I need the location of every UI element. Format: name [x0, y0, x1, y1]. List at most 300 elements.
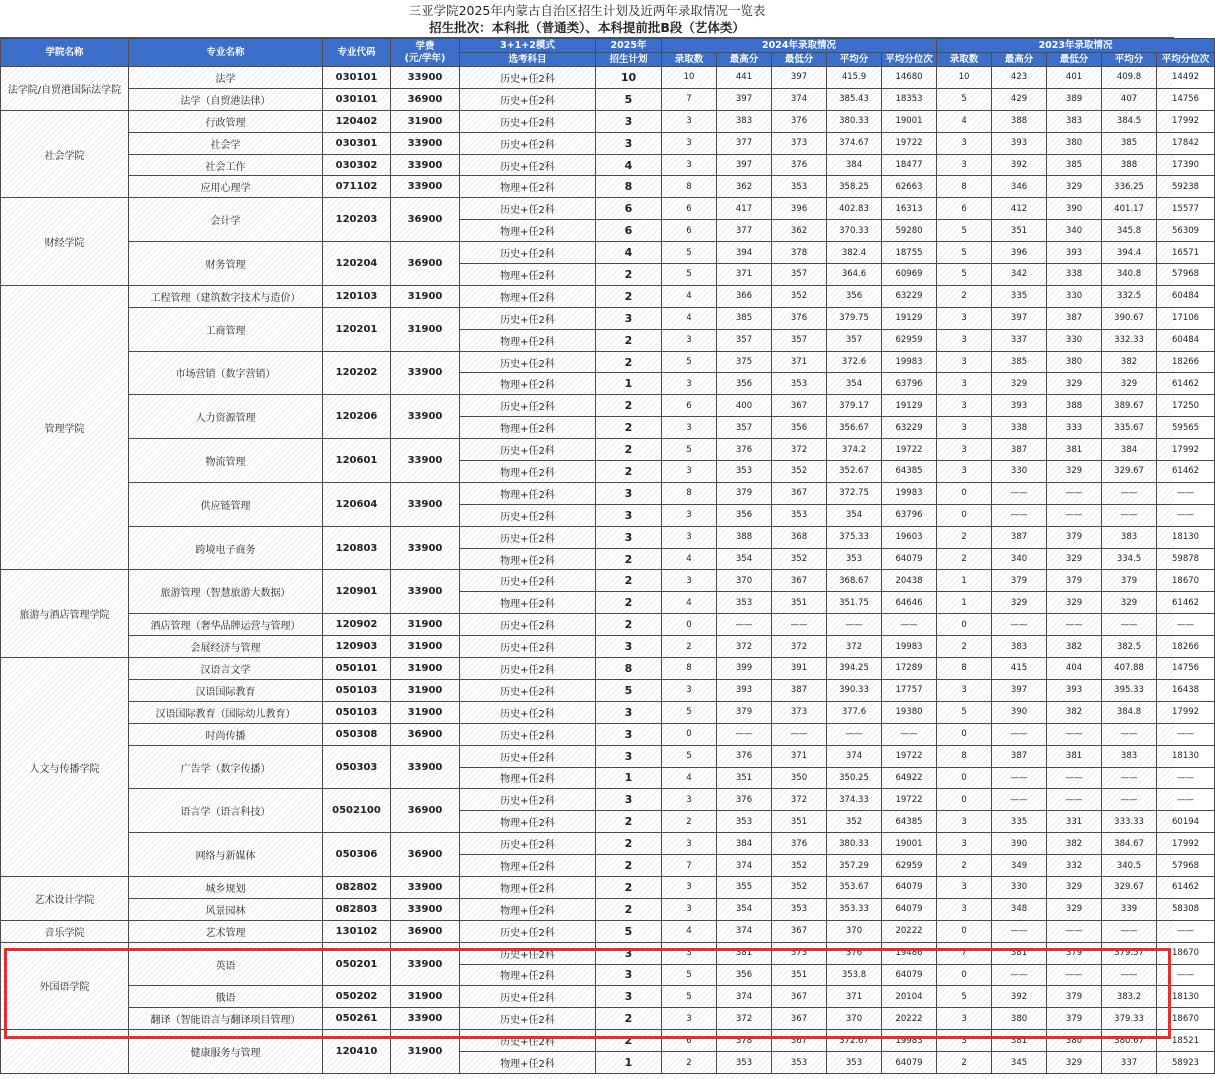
table-row: [1, 898, 1215, 920]
plan-cell: 1: [596, 373, 662, 395]
stat-cell: 14492: [1157, 67, 1215, 89]
stat-cell: ——: [1157, 920, 1215, 942]
stat-cell: 367: [772, 986, 827, 1008]
stat-cell: 423: [992, 67, 1047, 89]
stat-cell: 0: [937, 482, 992, 504]
stat-cell: 380: [1047, 1030, 1102, 1052]
table-row: [1, 198, 1215, 220]
stat-cell: 17757: [882, 679, 937, 701]
stat-cell: 18670: [1157, 942, 1215, 964]
subject-cell: 物理+任2科: [460, 898, 596, 920]
stat-cell: 352: [772, 285, 827, 307]
stat-cell: 396: [772, 198, 827, 220]
header-major: 专业名称: [129, 39, 323, 67]
table-title: [0, 0, 1174, 38]
stat-cell: 3: [662, 898, 717, 920]
stat-cell: 59280: [882, 220, 937, 242]
stat-cell: 350.25: [827, 767, 882, 789]
header-col-2023-3: 平均分: [1102, 53, 1157, 67]
major-cell: 工程管理（建筑数字技术与造价）: [129, 285, 323, 307]
subject-cell: 历史+任2科: [460, 351, 596, 373]
subject-cell: 历史+任2科: [460, 942, 596, 964]
subject-cell: 物理+任2科: [460, 811, 596, 833]
code-cell: 0502100: [323, 789, 391, 833]
stat-cell: 329: [992, 592, 1047, 614]
table-row: [1, 570, 1215, 592]
major-cell: 法学: [129, 67, 323, 89]
stat-cell: 372: [717, 1008, 772, 1030]
major-cell: 会计学: [129, 198, 323, 242]
table-row: [1, 242, 1215, 264]
stat-cell: 387: [992, 745, 1047, 767]
stat-cell: 351.75: [827, 592, 882, 614]
stat-cell: 331: [1047, 811, 1102, 833]
stat-cell: 384: [1102, 439, 1157, 461]
stat-cell: 367: [772, 570, 827, 592]
plan-cell: 2: [596, 898, 662, 920]
stat-cell: 2: [937, 285, 992, 307]
stat-cell: 376: [717, 745, 772, 767]
stat-cell: 3: [937, 329, 992, 351]
stat-cell: 390: [992, 701, 1047, 723]
subject-cell: 物理+任2科: [460, 855, 596, 877]
table-row: [1, 701, 1215, 723]
stat-cell: ——: [827, 614, 882, 636]
code-cell: 050303: [323, 745, 391, 789]
stat-cell: 399: [717, 658, 772, 680]
stat-cell: 4: [662, 285, 717, 307]
stat-cell: 58308: [1157, 898, 1215, 920]
stat-cell: 357: [717, 329, 772, 351]
stat-cell: 384.67: [1102, 833, 1157, 855]
stat-cell: 61462: [1157, 592, 1215, 614]
stat-cell: 379.33: [1102, 1008, 1157, 1030]
stat-cell: 4: [662, 307, 717, 329]
stat-cell: 329: [1047, 898, 1102, 920]
stat-cell: 61462: [1157, 461, 1215, 483]
stat-cell: 0: [937, 614, 992, 636]
major-cell: 会展经济与管理: [129, 636, 323, 658]
stat-cell: 379: [1102, 570, 1157, 592]
header-col-2024-4: 平均分位次: [882, 53, 937, 67]
stat-cell: 17289: [882, 658, 937, 680]
plan-cell: 5: [596, 920, 662, 942]
code-cell: 050103: [323, 679, 391, 701]
stat-cell: 2: [662, 1052, 717, 1074]
header-fee-unit: (元/学年): [404, 52, 446, 64]
major-cell: 市场营销（数字营销）: [129, 351, 323, 395]
table-row: [1, 482, 1215, 504]
plan-cell: 3: [596, 964, 662, 986]
stat-cell: 3: [937, 439, 992, 461]
stat-cell: 379: [1047, 1008, 1102, 1030]
plan-cell: 2: [596, 1008, 662, 1030]
stat-cell: 376: [717, 789, 772, 811]
table-row: [1, 658, 1215, 680]
stat-cell: 356: [772, 417, 827, 439]
stat-cell: 397: [992, 307, 1047, 329]
code-cell: 050103: [323, 701, 391, 723]
stat-cell: 352: [772, 876, 827, 898]
plan-cell: 10: [596, 67, 662, 89]
major-cell: 酒店管理（奢华品牌运营与管理）: [129, 614, 323, 636]
stat-cell: 14756: [1157, 658, 1215, 680]
subject-cell: 历史+任2科: [460, 701, 596, 723]
plan-cell: 3: [596, 504, 662, 526]
header-col-2024-2: 最低分: [772, 53, 827, 67]
admission-table: [0, 38, 1215, 1074]
stat-cell: 329: [1047, 176, 1102, 198]
plan-cell: 5: [596, 88, 662, 110]
stat-cell: 374.67: [827, 132, 882, 154]
fee-cell: 33900: [391, 67, 460, 89]
stat-cell: 357: [772, 264, 827, 286]
stat-cell: 329: [1047, 373, 1102, 395]
stat-cell: 5: [662, 745, 717, 767]
stat-cell: 64079: [882, 1052, 937, 1074]
plan-cell: 2: [596, 876, 662, 898]
stat-cell: 18477: [882, 154, 937, 176]
college-cell: 音乐学院: [1, 920, 129, 942]
fee-cell: 31900: [391, 307, 460, 351]
stat-cell: 382: [1047, 833, 1102, 855]
fee-cell: 36900: [391, 833, 460, 877]
plan-cell: 4: [596, 242, 662, 264]
stat-cell: 387: [772, 679, 827, 701]
plan-cell: 6: [596, 198, 662, 220]
stat-cell: 3: [662, 417, 717, 439]
code-cell: 030302: [323, 154, 391, 176]
code-cell: 120202: [323, 351, 391, 395]
subject-cell: 历史+任2科: [460, 679, 596, 701]
stat-cell: 379: [992, 570, 1047, 592]
stat-cell: 383: [1047, 110, 1102, 132]
stat-cell: 394.25: [827, 658, 882, 680]
stat-cell: 371: [772, 351, 827, 373]
fee-cell: 36900: [391, 789, 460, 833]
stat-cell: 382: [1047, 701, 1102, 723]
plan-cell: 3: [596, 307, 662, 329]
college-cell: 艺术设计学院: [1, 876, 129, 920]
stat-cell: 381: [717, 942, 772, 964]
stat-cell: 18266: [1157, 351, 1215, 373]
stat-cell: 8: [662, 658, 717, 680]
stat-cell: 64385: [882, 461, 937, 483]
stat-cell: 19722: [882, 789, 937, 811]
stat-cell: ——: [1157, 614, 1215, 636]
code-cell: 050201: [323, 942, 391, 986]
stat-cell: 5: [937, 220, 992, 242]
stat-cell: 2: [937, 526, 992, 548]
stat-cell: 19603: [882, 526, 937, 548]
stat-cell: 379.17: [827, 395, 882, 417]
table-row: [1, 723, 1215, 745]
stat-cell: 409.8: [1102, 67, 1157, 89]
stat-cell: 352: [772, 461, 827, 483]
stat-cell: 337: [1102, 1052, 1157, 1074]
stat-cell: 14756: [1157, 88, 1215, 110]
stat-cell: ——: [1102, 614, 1157, 636]
stat-cell: 0: [662, 723, 717, 745]
fee-cell: 33900: [391, 154, 460, 176]
stat-cell: 367: [772, 1030, 827, 1052]
stat-cell: 388: [992, 110, 1047, 132]
stat-cell: 8: [937, 658, 992, 680]
table-row: [1, 986, 1215, 1008]
stat-cell: 0: [937, 723, 992, 745]
stat-cell: ——: [1047, 504, 1102, 526]
stat-cell: ——: [1102, 920, 1157, 942]
header-code: 专业代码: [323, 39, 391, 67]
stat-cell: 0: [937, 964, 992, 986]
subject-cell: 物理+任2科: [460, 592, 596, 614]
stat-cell: ——: [992, 482, 1047, 504]
stat-cell: 57968: [1157, 855, 1215, 877]
stat-cell: 367: [772, 482, 827, 504]
stat-cell: 19129: [882, 395, 937, 417]
stat-cell: 19486: [882, 942, 937, 964]
stat-cell: 349: [992, 855, 1047, 877]
stat-cell: 351: [717, 767, 772, 789]
fee-cell: 33900: [391, 482, 460, 526]
stat-cell: 357: [827, 329, 882, 351]
code-cell: 120903: [323, 636, 391, 658]
stat-cell: 5: [662, 351, 717, 373]
stat-cell: 376: [717, 439, 772, 461]
subject-cell: 历史+任2科: [460, 504, 596, 526]
stat-cell: 379: [1047, 570, 1102, 592]
stat-cell: 17842: [1157, 132, 1215, 154]
stat-cell: 404: [1047, 658, 1102, 680]
stat-cell: 8: [662, 176, 717, 198]
stat-cell: 366: [717, 285, 772, 307]
stat-cell: 3: [662, 329, 717, 351]
stat-cell: 367: [772, 1008, 827, 1030]
subject-cell: 物理+任2科: [460, 373, 596, 395]
stat-cell: 383: [1102, 745, 1157, 767]
header-fee: [391, 39, 460, 67]
header-col-2024-3: 平均分: [827, 53, 882, 67]
stat-cell: 376: [827, 942, 882, 964]
fee-cell: 36900: [391, 198, 460, 242]
plan-cell: 2: [596, 855, 662, 877]
stat-cell: 59878: [1157, 548, 1215, 570]
stat-cell: 60969: [882, 264, 937, 286]
subject-cell: 历史+任2科: [460, 1030, 596, 1052]
subject-cell: 历史+任2科: [460, 614, 596, 636]
major-cell: 时尚传播: [129, 723, 323, 745]
stat-cell: 5: [662, 701, 717, 723]
stat-cell: 64079: [882, 876, 937, 898]
code-cell: 120204: [323, 242, 391, 286]
table-row: [1, 132, 1215, 154]
stat-cell: 396: [992, 242, 1047, 264]
stat-cell: 394: [717, 242, 772, 264]
stat-cell: 374: [717, 920, 772, 942]
stat-cell: 17390: [1157, 154, 1215, 176]
stat-cell: 6: [662, 395, 717, 417]
header-col-2023-4: 平均分位次: [1157, 53, 1215, 67]
stat-cell: 353: [772, 1052, 827, 1074]
stat-cell: ——: [772, 723, 827, 745]
subject-cell: 物理+任2科: [460, 876, 596, 898]
table-header: [1, 39, 1215, 67]
stat-cell: 356: [717, 373, 772, 395]
stat-cell: 8: [937, 176, 992, 198]
subject-cell: 物理+任2科: [460, 1052, 596, 1074]
stat-cell: 397: [772, 67, 827, 89]
subject-cell: 历史+任2科: [460, 198, 596, 220]
stat-cell: 372: [772, 439, 827, 461]
stat-cell: 330: [992, 461, 1047, 483]
stat-cell: 382: [1047, 636, 1102, 658]
code-cell: 120902: [323, 614, 391, 636]
stat-cell: 389.67: [1102, 395, 1157, 417]
stat-cell: 18353: [882, 88, 937, 110]
header-subject: 选考科目: [460, 53, 596, 67]
stat-cell: 383.2: [1102, 986, 1157, 1008]
major-cell: 人力资源管理: [129, 395, 323, 439]
stat-cell: 353: [827, 1052, 882, 1074]
stat-cell: 2: [662, 636, 717, 658]
stat-cell: 374: [827, 745, 882, 767]
stat-cell: 4: [662, 548, 717, 570]
stat-cell: 368: [772, 526, 827, 548]
stat-cell: 3: [937, 417, 992, 439]
stat-cell: 353: [717, 811, 772, 833]
stat-cell: 380.33: [827, 110, 882, 132]
stat-cell: 383: [1102, 526, 1157, 548]
stat-cell: ——: [827, 723, 882, 745]
stat-cell: 63796: [882, 504, 937, 526]
code-cell: 071102: [323, 176, 391, 198]
stat-cell: ——: [1157, 789, 1215, 811]
stat-cell: ——: [992, 767, 1047, 789]
stat-cell: 5: [662, 439, 717, 461]
plan-cell: 3: [596, 110, 662, 132]
stat-cell: 352: [772, 855, 827, 877]
stat-cell: 2: [937, 548, 992, 570]
stat-cell: 362: [772, 220, 827, 242]
plan-cell: 3: [596, 723, 662, 745]
subject-cell: 历史+任2科: [460, 986, 596, 1008]
stat-cell: 61462: [1157, 876, 1215, 898]
college-cell: 旅游与酒店管理学院: [1, 570, 129, 658]
stat-cell: 3: [937, 811, 992, 833]
stat-cell: 400: [717, 395, 772, 417]
stat-cell: 377: [717, 220, 772, 242]
stat-cell: 378: [772, 242, 827, 264]
fee-cell: 33900: [391, 876, 460, 898]
fee-cell: 31900: [391, 636, 460, 658]
stat-cell: 17992: [1157, 110, 1215, 132]
code-cell: 120604: [323, 482, 391, 526]
plan-cell: 1: [596, 1052, 662, 1074]
stat-cell: 374.33: [827, 789, 882, 811]
stat-cell: ——: [1102, 789, 1157, 811]
stat-cell: 368.67: [827, 570, 882, 592]
stat-cell: 8: [937, 745, 992, 767]
plan-cell: 3: [596, 132, 662, 154]
stat-cell: 3: [662, 1008, 717, 1030]
code-cell: 120402: [323, 110, 391, 132]
plan-cell: 8: [596, 658, 662, 680]
stat-cell: 58923: [1157, 1052, 1215, 1074]
code-cell: 120203: [323, 198, 391, 242]
stat-cell: 330: [1047, 329, 1102, 351]
table-row: [1, 636, 1215, 658]
table-row: [1, 942, 1215, 964]
table-row: [1, 1008, 1215, 1030]
stat-cell: 63229: [882, 285, 937, 307]
stat-cell: 62663: [882, 176, 937, 198]
subject-cell: 历史+任2科: [460, 242, 596, 264]
stat-cell: 370: [827, 1008, 882, 1030]
fee-cell: 31900: [391, 110, 460, 132]
stat-cell: ——: [992, 789, 1047, 811]
stat-cell: 17992: [1157, 439, 1215, 461]
stat-cell: 388: [1047, 395, 1102, 417]
plan-cell: 2: [596, 264, 662, 286]
stat-cell: ——: [1157, 767, 1215, 789]
stat-cell: 329: [1047, 876, 1102, 898]
stat-cell: 2: [937, 636, 992, 658]
stat-cell: 20222: [882, 1008, 937, 1030]
stat-cell: 60194: [1157, 811, 1215, 833]
stat-cell: 20222: [882, 920, 937, 942]
major-cell: 财务管理: [129, 242, 323, 286]
code-cell: 050261: [323, 1008, 391, 1030]
table-row: [1, 285, 1215, 307]
fee-cell: 33900: [391, 898, 460, 920]
stat-cell: ——: [1102, 767, 1157, 789]
plan-cell: 3: [596, 636, 662, 658]
stat-cell: 367: [772, 395, 827, 417]
stat-cell: 0: [937, 920, 992, 942]
stat-cell: 355: [717, 876, 772, 898]
stat-cell: 63229: [882, 417, 937, 439]
stat-cell: 385: [992, 351, 1047, 373]
stat-cell: ——: [992, 504, 1047, 526]
stat-cell: 382.4: [827, 242, 882, 264]
stat-cell: 345.8: [1102, 220, 1157, 242]
plan-cell: 6: [596, 220, 662, 242]
stat-cell: 376: [772, 833, 827, 855]
header-col-2023-0: 录取数: [937, 53, 992, 67]
major-cell: 艺术管理: [129, 920, 323, 942]
stat-cell: 389: [1047, 88, 1102, 110]
fee-cell: 33900: [391, 526, 460, 570]
stat-cell: 377: [717, 132, 772, 154]
subject-cell: 物理+任2科: [460, 285, 596, 307]
subject-cell: 历史+任2科: [460, 570, 596, 592]
fee-cell: 36900: [391, 723, 460, 745]
stat-cell: 385.43: [827, 88, 882, 110]
stat-cell: 3: [937, 679, 992, 701]
subject-cell: 历史+任2科: [460, 789, 596, 811]
stat-cell: 10: [662, 67, 717, 89]
stat-cell: 392: [992, 154, 1047, 176]
stat-cell: 379.57: [1102, 942, 1157, 964]
stat-cell: ——: [992, 964, 1047, 986]
major-cell: 工商管理: [129, 307, 323, 351]
plan-cell: 2: [596, 395, 662, 417]
stat-cell: 19722: [882, 132, 937, 154]
stat-cell: 3: [662, 154, 717, 176]
fee-cell: 31900: [391, 986, 460, 1008]
code-cell: 120601: [323, 439, 391, 483]
stat-cell: 388: [1102, 154, 1157, 176]
